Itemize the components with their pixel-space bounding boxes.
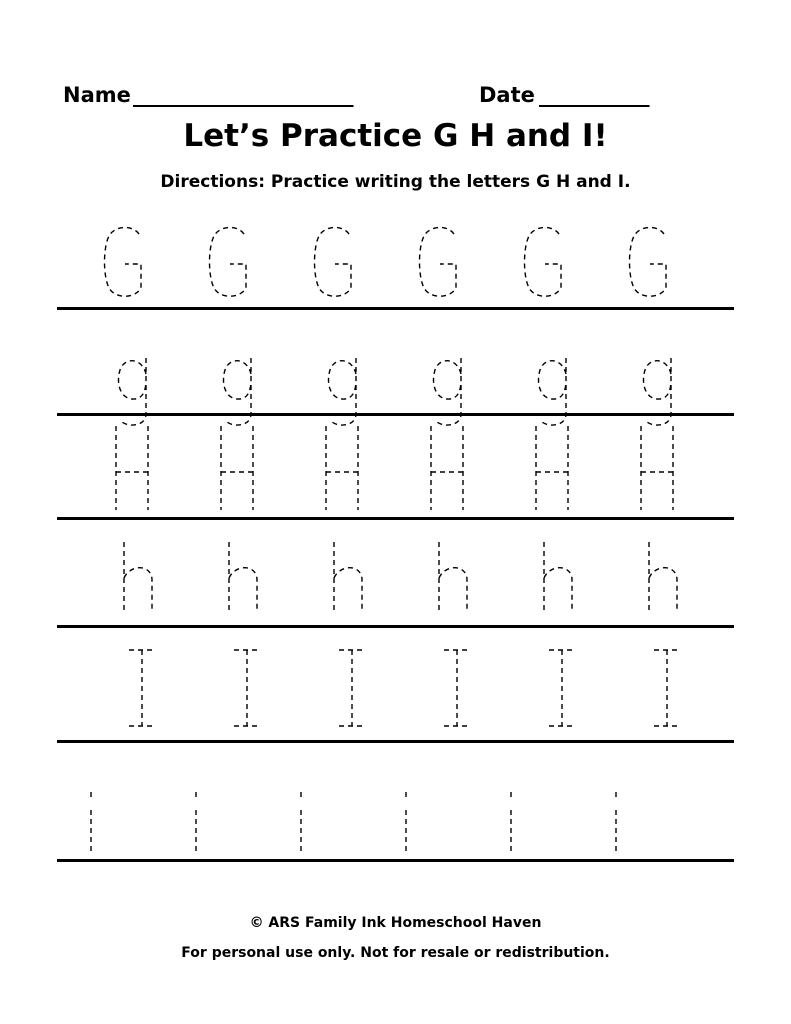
trace-letter-upper-g: [311, 224, 359, 298]
trace-letter-upper-g: [521, 224, 569, 298]
trace-letter-upper-g: [101, 224, 149, 298]
trace-letter-lower-g: [322, 350, 366, 430]
trace-letter-upper-h: [322, 422, 362, 512]
trace-letter-lower-h: [225, 540, 261, 614]
trace-letter-lower-g: [112, 350, 156, 430]
copyright-text: © ARS Family Ink Homeschool Haven: [249, 915, 542, 931]
trace-letter-upper-g: [416, 224, 464, 298]
trace-letter-lower-h: [645, 540, 681, 614]
trace-letter-lower-h: [435, 540, 471, 614]
trace-letter-upper-i: [125, 646, 159, 730]
trace-letter-upper-g: [626, 224, 674, 298]
trace-letter-lower-g: [427, 350, 471, 430]
usage-notice: For personal use only. Not for resale or redistribution.: [181, 945, 610, 961]
trace-letter-upper-i: [545, 646, 579, 730]
page-title: Let’s Practice G H and I!: [183, 118, 608, 154]
trace-letter-lower-i: [297, 790, 305, 854]
date-line: ___________: [539, 83, 649, 107]
trace-letter-lower-h: [540, 540, 576, 614]
trace-letter-lower-h: [330, 540, 366, 614]
trace-letter-lower-h: [120, 540, 156, 614]
trace-letter-lower-i: [192, 790, 200, 854]
trace-letter-upper-h: [637, 422, 677, 512]
directions-text: Directions: Practice writing the letters G H and I.: [160, 172, 631, 192]
trace-letter-upper-h: [217, 422, 257, 512]
trace-letter-upper-i: [335, 646, 369, 730]
name-label: Name: [63, 83, 131, 107]
trace-letter-upper-i: [440, 646, 474, 730]
trace-letter-upper-i: [650, 646, 684, 730]
trace-letter-upper-h: [427, 422, 467, 512]
trace-letter-lower-g: [217, 350, 261, 430]
trace-letter-lower-g: [532, 350, 576, 430]
name-line: ______________________: [133, 83, 353, 107]
trace-letter-lower-i: [612, 790, 620, 854]
trace-letter-upper-h: [112, 422, 152, 512]
trace-letter-upper-g: [206, 224, 254, 298]
date-label: Date: [479, 83, 535, 107]
trace-letter-lower-i: [507, 790, 515, 854]
trace-letter-lower-g: [637, 350, 681, 430]
trace-letter-upper-i: [230, 646, 264, 730]
trace-letter-upper-h: [532, 422, 572, 512]
trace-letter-lower-i: [87, 790, 95, 854]
trace-letter-lower-i: [402, 790, 410, 854]
